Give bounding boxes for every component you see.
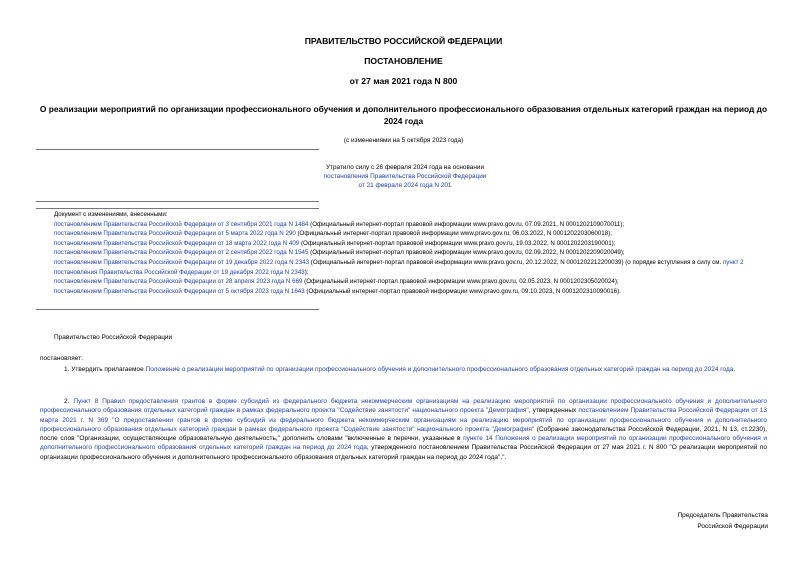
paragraph-text: , утвержденных bbox=[528, 407, 579, 415]
amendment-note: (с изменениями на 5 октября 2023 года) bbox=[343, 137, 464, 144]
expired-basis-link-date[interactable]: от 21 февраля 2024 года N 201 bbox=[358, 182, 452, 189]
paragraph-text: (Собрание законодательства Российской Федерации, 2021, N 13, ст.2230), после слов "Организации, осуществляющие образовательную деятельность," дополнить словами "включенные в перечни, указанные в bbox=[40, 425, 767, 443]
amendment-source: (Официальный интернет-портал правовой информации www.pravo.gov.ru, 19.03.2022, N 0001202203190001); bbox=[299, 239, 616, 247]
divider bbox=[36, 149, 319, 150]
divider bbox=[36, 201, 319, 202]
paragraph-text: . bbox=[733, 366, 736, 373]
list-item bbox=[54, 220, 776, 230]
entry-into-force-link[interactable]: пункт 2 постановления Правительства Российской Федерации от 19 декабря 2022 года N 2343 bbox=[54, 258, 744, 276]
decides: постановляет: bbox=[40, 355, 83, 362]
expired-basis-link[interactable]: постановления Правительства Российской Федерации bbox=[323, 173, 487, 180]
expired-note bbox=[250, 163, 560, 190]
list-item bbox=[54, 229, 776, 239]
paragraph-text: , утвержденного постановлением Правительства Российской Федерации от 27 мая 2021 г. N 800 "О реализации мероприятий по организации профессионального обучения и дополнительного профессионального образования отдельных категорий граждан на период до 2024 года",". bbox=[40, 444, 767, 461]
regulation-link[interactable]: Положение о реализации мероприятий по организации профессионального обучения и дополнительного профессионального образования отдельных категорий граждан на период до 2024 года bbox=[145, 366, 734, 373]
signature-position: Председатель Правительства bbox=[677, 512, 768, 519]
amendments-list bbox=[54, 210, 776, 296]
amendment-link[interactable]: постановлением Правительства Российской Федерации от 5 марта 2022 года N 290 bbox=[54, 230, 296, 238]
amendments-heading: Документ с изменениями, внесенными: bbox=[54, 211, 168, 218]
paragraph-1 bbox=[40, 365, 767, 374]
paragraph-text: 2. bbox=[64, 398, 74, 405]
amendment-link[interactable]: постановлением Правительства Российской Федерации от 3 сентября 2021 года N 1484 bbox=[54, 220, 309, 228]
divider bbox=[36, 208, 319, 209]
amendment-link[interactable]: постановлением Правительства Российской Федерации от 28 апреля 2023 года N 669 bbox=[54, 278, 303, 286]
amendment-source: (Официальный интернет-портал правовой информации www.pravo.gov.ru, 20.12.2022, N 0001202212200039) (о порядке вступления в силу см. bbox=[309, 258, 723, 266]
list-item bbox=[54, 248, 776, 258]
amendment-source: (Официальный интернет-портал правовой информации www.pravo.gov.ru, 02.05.2023, N 0001202305020024); bbox=[302, 278, 619, 286]
list-item bbox=[54, 287, 776, 297]
document-type: ПОСТАНОВЛЕНИЕ bbox=[364, 56, 443, 66]
divider bbox=[36, 309, 319, 310]
document-title: О реализации мероприятий по организации профессионального обучения и дополнительного профессионального образования отдельных категорий граждан на период до 2024 года bbox=[39, 104, 768, 126]
amendment-link[interactable]: постановлением Правительства Российской Федерации от 18 марта 2022 года N 409 bbox=[54, 239, 300, 247]
paragraph-2 bbox=[40, 397, 767, 462]
list-item bbox=[54, 239, 776, 249]
rules-link[interactable]: Пункт 8 Правил предоставления грантов в форме субсидий из федерального бюджета некоммерческим организациям на реализацию мероприятий по организации профессионального обучения и дополнительного профессионального образования отдельных категорий граждан в рамках федерального проекта "Содействие занятости" национального проекта "Демография" bbox=[40, 398, 768, 415]
resolution-369-link[interactable]: постановлением Правительства Российской Федерации от 13 марта 2021 г. N 369 "О предоставлении грантов в форме субсидий из федерального бюджета некоммерческим организациям на реализацию мероприятий по организации профессионального обучения и дополнительного профессионального образования отдельных категорий граждан в рамках федерального проекта "Содействие занятости" национального проекта "Демография" bbox=[40, 407, 767, 433]
amendment-link[interactable]: постановлением Правительства Российской Федерации от 5 октября 2023 года N 1643 bbox=[54, 287, 305, 295]
government-name: ПРАВИТЕЛЬСТВО РОССИЙСКОЙ ФЕДЕРАЦИИ bbox=[304, 36, 503, 46]
amendment-source: (Официальный интернет-портал правовой информации www.pravo.gov.ru, 02.09.2022, N 0001202209020049); bbox=[308, 249, 625, 257]
signature-organization: Российской Федерации bbox=[697, 523, 768, 530]
expired-text: Утратило силу с 26 февраля 2024 года на основании bbox=[325, 164, 485, 171]
amendment-source: (Официальный интернет-портал правовой информации www.pravo.gov.ru, 07.09.2021, N 0001202109070011); bbox=[308, 220, 625, 228]
amendment-source: (Официальный интернет-портал правовой информации www.pravo.gov.ru, 06.03.2022, N 0001202203060018); bbox=[295, 230, 612, 238]
signature bbox=[560, 510, 768, 532]
preamble: Правительство Российской Федерации bbox=[54, 334, 173, 341]
clause-14-link[interactable]: пункте 14 Положения о реализации мероприятий по организации профессионального обучения и дополнительного профессионального образования отдельных категорий граждан на период до 2024 года bbox=[40, 435, 768, 452]
amendment-source: ); bbox=[304, 268, 309, 276]
amendment-link[interactable]: постановлением Правительства Российской Федерации от 19 декабря 2022 года N 2343 bbox=[54, 258, 310, 266]
list-item bbox=[54, 277, 776, 287]
amendment-source: (Официальный интернет-портал правовой информации www.pravo.gov.ru, 09.10.2023, N 0001202310090016). bbox=[304, 287, 621, 295]
paragraph-text: 1. Утвердить прилагаемое bbox=[64, 366, 146, 373]
list-item bbox=[54, 258, 776, 277]
document-date-number: от 27 мая 2021 года N 800 bbox=[349, 76, 458, 86]
amendment-link[interactable]: постановлением Правительства Российской Федерации от 2 сентября 2022 года N 1545 bbox=[54, 249, 309, 257]
